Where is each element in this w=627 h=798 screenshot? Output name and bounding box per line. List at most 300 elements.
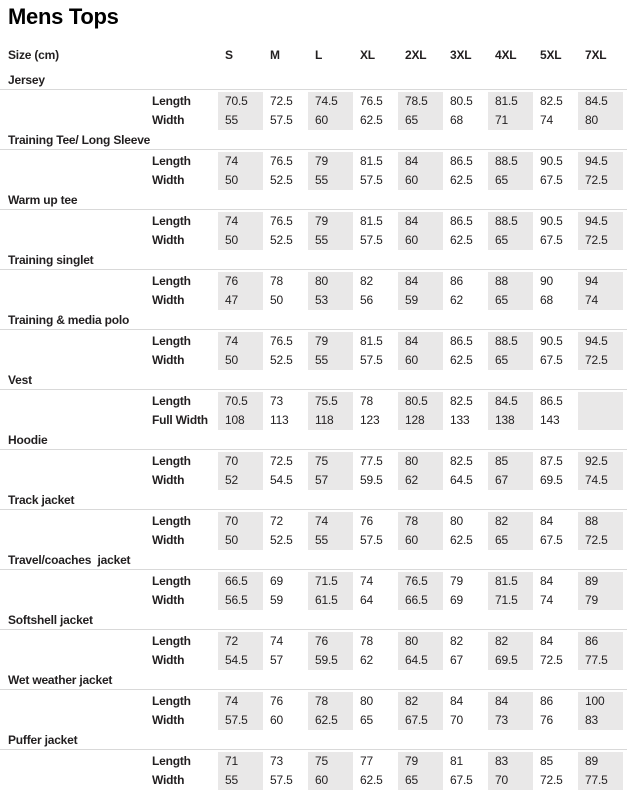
measurement-value: 75 bbox=[315, 454, 328, 468]
measurement-columns bbox=[218, 692, 623, 730]
measurement-value: 52.5 bbox=[270, 233, 293, 247]
size-column bbox=[263, 92, 308, 130]
garment-section bbox=[0, 252, 627, 312]
measurement-value: 90.5 bbox=[540, 154, 563, 168]
garment-section bbox=[0, 732, 627, 792]
measurement-value: 89 bbox=[585, 574, 598, 588]
measurement-value: 143 bbox=[540, 413, 560, 427]
measurement-value: 55 bbox=[315, 173, 328, 187]
measurement-value: 50 bbox=[225, 173, 238, 187]
size-column bbox=[488, 752, 533, 790]
garment-section bbox=[0, 372, 627, 432]
size-column bbox=[398, 92, 443, 130]
measurement-value: 53 bbox=[315, 293, 328, 307]
size-column bbox=[533, 752, 578, 790]
measurement-value: 72.5 bbox=[585, 233, 608, 247]
size-column bbox=[263, 212, 308, 250]
measurement-value: 57.5 bbox=[360, 173, 383, 187]
measurement-value: 52.5 bbox=[270, 173, 293, 187]
garment-section bbox=[0, 432, 627, 492]
size-column bbox=[398, 632, 443, 670]
measurement-columns bbox=[218, 332, 623, 370]
measurement-columns bbox=[218, 752, 623, 790]
measurement-row-label: Length bbox=[152, 274, 191, 288]
measurement-value: 86.5 bbox=[450, 154, 473, 168]
size-column bbox=[398, 452, 443, 490]
measurement-row-label: Length bbox=[152, 574, 191, 588]
measurement-row-labels bbox=[0, 632, 218, 670]
measurement-value: 59 bbox=[405, 293, 418, 307]
measurement-value: 94.5 bbox=[585, 214, 608, 228]
measurement-value: 79 bbox=[315, 154, 328, 168]
garment-section-body bbox=[0, 210, 627, 252]
size-column bbox=[353, 752, 398, 790]
garment-section bbox=[0, 552, 627, 612]
measurement-value: 71 bbox=[225, 754, 238, 768]
measurement-value: 90 bbox=[540, 274, 553, 288]
measurement-value: 62.5 bbox=[360, 773, 383, 787]
measurement-value: 123 bbox=[360, 413, 380, 427]
measurement-value: 77.5 bbox=[585, 773, 608, 787]
measurement-value: 84 bbox=[540, 634, 553, 648]
measurement-value: 52.5 bbox=[270, 353, 293, 367]
measurement-value: 70.5 bbox=[225, 94, 248, 108]
measurement-value: 77 bbox=[360, 754, 373, 768]
measurement-value: 67.5 bbox=[540, 353, 563, 367]
garment-section-title: Softshell jacket bbox=[8, 613, 93, 627]
size-column bbox=[263, 332, 308, 370]
measurement-value: 69.5 bbox=[540, 473, 563, 487]
size-column bbox=[353, 332, 398, 370]
size-column bbox=[353, 272, 398, 310]
size-column bbox=[488, 632, 533, 670]
measurement-value: 80.5 bbox=[405, 394, 428, 408]
measurement-value: 65 bbox=[405, 113, 418, 127]
measurement-value: 80 bbox=[405, 634, 418, 648]
size-column bbox=[308, 152, 353, 190]
measurement-value: 76.5 bbox=[405, 574, 428, 588]
garment-section bbox=[0, 612, 627, 672]
measurement-value: 84 bbox=[540, 574, 553, 588]
measurement-value: 50 bbox=[270, 293, 283, 307]
size-column bbox=[398, 152, 443, 190]
size-column-header: XL bbox=[360, 48, 375, 62]
size-column bbox=[533, 452, 578, 490]
measurement-value: 74 bbox=[315, 514, 328, 528]
measurement-value: 66.5 bbox=[405, 593, 428, 607]
measurement-row-labels bbox=[0, 512, 218, 550]
measurement-row-label: Width bbox=[152, 293, 185, 307]
size-column bbox=[578, 332, 623, 370]
measurement-row-label: Length bbox=[152, 394, 191, 408]
garment-section-body bbox=[0, 270, 627, 312]
size-column bbox=[308, 92, 353, 130]
measurement-value: 74 bbox=[360, 574, 373, 588]
garment-section-title: Training singlet bbox=[8, 253, 94, 267]
size-column bbox=[218, 692, 263, 730]
size-column bbox=[578, 212, 623, 250]
size-column-headers bbox=[218, 48, 623, 62]
measurement-value: 82 bbox=[495, 634, 508, 648]
size-column bbox=[398, 392, 443, 430]
measurement-value: 68 bbox=[540, 293, 553, 307]
measurement-value: 52.5 bbox=[270, 533, 293, 547]
measurement-value: 78.5 bbox=[405, 94, 428, 108]
measurement-value: 88 bbox=[585, 514, 598, 528]
measurement-value: 64.5 bbox=[450, 473, 473, 487]
measurement-value: 79 bbox=[315, 334, 328, 348]
measurement-value: 60 bbox=[405, 233, 418, 247]
measurement-value: 72 bbox=[270, 514, 283, 528]
garment-section-body bbox=[0, 690, 627, 732]
size-column bbox=[398, 572, 443, 610]
measurement-row-label: Length bbox=[152, 94, 191, 108]
size-column bbox=[443, 92, 488, 130]
measurement-value: 62 bbox=[450, 293, 463, 307]
measurement-row-label: Length bbox=[152, 454, 191, 468]
measurement-value: 72.5 bbox=[585, 533, 608, 547]
size-column bbox=[488, 272, 533, 310]
measurement-value: 85 bbox=[540, 754, 553, 768]
size-column bbox=[353, 212, 398, 250]
size-column bbox=[443, 272, 488, 310]
garment-section bbox=[0, 132, 627, 192]
measurement-value: 65 bbox=[495, 533, 508, 547]
size-column bbox=[263, 692, 308, 730]
measurement-value: 76.5 bbox=[360, 94, 383, 108]
size-column bbox=[443, 692, 488, 730]
size-column bbox=[308, 452, 353, 490]
measurement-value: 84 bbox=[450, 694, 463, 708]
size-column bbox=[353, 392, 398, 430]
measurement-value: 72 bbox=[225, 634, 238, 648]
measurement-value: 86.5 bbox=[450, 334, 473, 348]
measurement-row-label: Width bbox=[152, 353, 185, 367]
garment-section-body bbox=[0, 750, 627, 792]
size-column-header: L bbox=[315, 48, 323, 62]
measurement-value: 56 bbox=[360, 293, 373, 307]
size-column bbox=[263, 152, 308, 190]
measurement-value: 77.5 bbox=[360, 454, 383, 468]
garment-section-body bbox=[0, 630, 627, 672]
measurement-value: 59.5 bbox=[315, 653, 338, 667]
measurement-value: 55 bbox=[225, 773, 238, 787]
size-column bbox=[533, 632, 578, 670]
measurement-value: 79 bbox=[315, 214, 328, 228]
size-column bbox=[263, 272, 308, 310]
measurement-value: 72.5 bbox=[270, 454, 293, 468]
garment-section-title: Track jacket bbox=[8, 493, 75, 507]
measurement-row-label: Full Width bbox=[152, 413, 208, 427]
measurement-row-label: Width bbox=[152, 113, 185, 127]
size-column bbox=[263, 572, 308, 610]
garment-section-title: Puffer jacket bbox=[8, 733, 78, 747]
measurement-value: 128 bbox=[405, 413, 425, 427]
size-column-header: 7XL bbox=[585, 48, 607, 62]
measurement-value: 57 bbox=[315, 473, 328, 487]
measurement-value: 78 bbox=[405, 514, 418, 528]
measurement-columns bbox=[218, 212, 623, 250]
measurement-value: 78 bbox=[360, 394, 373, 408]
measurement-value: 66.5 bbox=[225, 574, 248, 588]
size-column bbox=[578, 92, 623, 130]
measurement-value: 57.5 bbox=[360, 233, 383, 247]
measurement-value: 79 bbox=[450, 574, 463, 588]
measurement-row-labels bbox=[0, 332, 218, 370]
measurement-value: 71.5 bbox=[315, 574, 338, 588]
measurement-columns bbox=[218, 392, 623, 430]
measurement-value: 69 bbox=[270, 574, 283, 588]
garment-section bbox=[0, 492, 627, 552]
size-column bbox=[533, 392, 578, 430]
measurement-value: 62.5 bbox=[450, 533, 473, 547]
measurement-value: 90.5 bbox=[540, 214, 563, 228]
measurement-row-label: Length bbox=[152, 754, 191, 768]
size-column bbox=[218, 272, 263, 310]
measurement-value: 72.5 bbox=[270, 94, 293, 108]
measurement-value: 64.5 bbox=[405, 653, 428, 667]
measurement-row-label: Width bbox=[152, 233, 185, 247]
measurement-value: 54.5 bbox=[225, 653, 248, 667]
measurement-value: 100 bbox=[585, 694, 605, 708]
size-column bbox=[578, 752, 623, 790]
garment-section-body bbox=[0, 330, 627, 372]
size-column bbox=[263, 512, 308, 550]
measurement-value: 74 bbox=[225, 694, 238, 708]
measurement-value: 89 bbox=[585, 754, 598, 768]
measurement-value: 56.5 bbox=[225, 593, 248, 607]
size-column bbox=[578, 272, 623, 310]
size-column-header: 3XL bbox=[450, 48, 472, 62]
garment-section-title: Jersey bbox=[8, 73, 45, 87]
measurement-value: 74 bbox=[270, 634, 283, 648]
measurement-columns bbox=[218, 452, 623, 490]
size-column bbox=[443, 392, 488, 430]
size-column bbox=[308, 632, 353, 670]
measurement-columns bbox=[218, 272, 623, 310]
size-column bbox=[443, 632, 488, 670]
measurement-columns bbox=[218, 512, 623, 550]
garment-section-title: Training & media polo bbox=[8, 313, 130, 327]
measurement-value: 62.5 bbox=[450, 173, 473, 187]
measurement-value: 83 bbox=[585, 713, 598, 727]
measurement-value: 50 bbox=[225, 353, 238, 367]
measurement-value: 74 bbox=[225, 154, 238, 168]
size-column bbox=[443, 452, 488, 490]
measurement-value: 69.5 bbox=[495, 653, 518, 667]
measurement-row-label: Length bbox=[152, 634, 191, 648]
measurement-value: 55 bbox=[225, 113, 238, 127]
size-column bbox=[218, 392, 263, 430]
measurement-value: 60 bbox=[315, 773, 328, 787]
measurement-value: 73 bbox=[270, 394, 283, 408]
measurement-value: 75 bbox=[315, 754, 328, 768]
garment-section-body bbox=[0, 510, 627, 552]
measurement-value: 76.5 bbox=[270, 154, 293, 168]
measurement-row-labels bbox=[0, 452, 218, 490]
size-column bbox=[488, 212, 533, 250]
measurement-value: 67.5 bbox=[540, 533, 563, 547]
measurement-row-labels bbox=[0, 152, 218, 190]
size-column bbox=[578, 632, 623, 670]
measurement-value: 65 bbox=[495, 173, 508, 187]
measurement-row-label: Length bbox=[152, 694, 191, 708]
size-column bbox=[263, 452, 308, 490]
measurement-value: 84.5 bbox=[495, 394, 518, 408]
measurement-columns bbox=[218, 92, 623, 130]
measurement-value: 76 bbox=[540, 713, 553, 727]
garment-section-body bbox=[0, 570, 627, 612]
size-column bbox=[533, 212, 578, 250]
size-column bbox=[308, 512, 353, 550]
measurement-row-labels bbox=[0, 392, 218, 430]
measurement-value: 76.5 bbox=[270, 334, 293, 348]
measurement-value: 60 bbox=[405, 353, 418, 367]
size-column bbox=[398, 752, 443, 790]
measurement-value: 79 bbox=[405, 754, 418, 768]
measurement-value: 70.5 bbox=[225, 394, 248, 408]
size-column bbox=[533, 692, 578, 730]
measurement-value: 74 bbox=[540, 593, 553, 607]
measurement-value: 76 bbox=[315, 634, 328, 648]
size-column bbox=[533, 572, 578, 610]
measurement-value: 81.5 bbox=[495, 574, 518, 588]
measurement-value: 80 bbox=[585, 113, 598, 127]
measurement-value: 74.5 bbox=[315, 94, 338, 108]
garment-section-title: Training Tee/ Long Sleeve bbox=[8, 133, 151, 147]
size-column bbox=[218, 752, 263, 790]
size-column bbox=[308, 272, 353, 310]
size-column bbox=[443, 212, 488, 250]
measurement-row-labels bbox=[0, 572, 218, 610]
measurement-value: 52 bbox=[225, 473, 238, 487]
size-column bbox=[533, 332, 578, 370]
measurement-row-labels bbox=[0, 752, 218, 790]
measurement-value: 71.5 bbox=[495, 593, 518, 607]
measurement-value: 84 bbox=[405, 334, 418, 348]
measurement-value: 69 bbox=[450, 593, 463, 607]
measurement-value: 62.5 bbox=[450, 353, 473, 367]
measurement-value: 80 bbox=[405, 454, 418, 468]
measurement-row-label: Width bbox=[152, 773, 185, 787]
measurement-value: 82.5 bbox=[540, 94, 563, 108]
size-column bbox=[488, 452, 533, 490]
measurement-value: 65 bbox=[495, 293, 508, 307]
measurement-value: 62 bbox=[405, 473, 418, 487]
measurement-value: 76.5 bbox=[270, 214, 293, 228]
measurement-value: 72.5 bbox=[540, 653, 563, 667]
measurement-value: 70 bbox=[225, 454, 238, 468]
size-column bbox=[263, 752, 308, 790]
size-column bbox=[443, 332, 488, 370]
size-column bbox=[578, 572, 623, 610]
measurement-value: 50 bbox=[225, 233, 238, 247]
size-column bbox=[578, 512, 623, 550]
measurement-value: 65 bbox=[495, 353, 508, 367]
measurement-value: 55 bbox=[315, 533, 328, 547]
measurement-value: 82.5 bbox=[450, 394, 473, 408]
size-column-header: 5XL bbox=[540, 48, 562, 62]
measurement-value: 62 bbox=[360, 653, 373, 667]
size-column-header: 4XL bbox=[495, 48, 517, 62]
measurement-row-label: Length bbox=[152, 154, 191, 168]
measurement-value: 78 bbox=[270, 274, 283, 288]
measurement-value: 67 bbox=[495, 473, 508, 487]
garment-section-body bbox=[0, 390, 627, 432]
measurement-value: 73 bbox=[495, 713, 508, 727]
measurement-value: 82 bbox=[405, 694, 418, 708]
measurement-value: 62.5 bbox=[360, 113, 383, 127]
garment-section-body bbox=[0, 450, 627, 492]
garment-section-body bbox=[0, 150, 627, 192]
measurement-value: 65 bbox=[495, 233, 508, 247]
measurement-value: 67.5 bbox=[450, 773, 473, 787]
measurement-value: 80 bbox=[315, 274, 328, 288]
measurement-value: 77.5 bbox=[585, 653, 608, 667]
garment-section-title: Wet weather jacket bbox=[8, 673, 113, 687]
measurement-value: 47 bbox=[225, 293, 238, 307]
measurement-value: 83 bbox=[495, 754, 508, 768]
measurement-value: 57.5 bbox=[225, 713, 248, 727]
measurement-row-labels bbox=[0, 272, 218, 310]
size-column bbox=[308, 572, 353, 610]
measurement-value: 75.5 bbox=[315, 394, 338, 408]
measurement-value: 62.5 bbox=[315, 713, 338, 727]
size-column bbox=[353, 512, 398, 550]
measurement-value: 138 bbox=[495, 413, 515, 427]
size-column bbox=[308, 752, 353, 790]
measurement-value: 78 bbox=[315, 694, 328, 708]
measurement-value: 61.5 bbox=[315, 593, 338, 607]
measurement-value: 86 bbox=[585, 634, 598, 648]
measurement-value: 72.5 bbox=[585, 173, 608, 187]
measurement-value: 78 bbox=[360, 634, 373, 648]
size-column bbox=[308, 212, 353, 250]
size-column bbox=[218, 632, 263, 670]
measurement-row-label: Width bbox=[152, 713, 185, 727]
measurement-value: 57.5 bbox=[360, 533, 383, 547]
measurement-value: 71 bbox=[495, 113, 508, 127]
measurement-value: 80 bbox=[360, 694, 373, 708]
measurement-value: 55 bbox=[315, 353, 328, 367]
size-column bbox=[488, 572, 533, 610]
size-header-row bbox=[0, 48, 627, 62]
size-column bbox=[488, 512, 533, 550]
size-column bbox=[308, 332, 353, 370]
measurement-value: 86 bbox=[540, 694, 553, 708]
size-column bbox=[578, 392, 623, 430]
measurement-value: 55 bbox=[315, 233, 328, 247]
measurement-value: 86.5 bbox=[450, 214, 473, 228]
measurement-value: 86 bbox=[450, 274, 463, 288]
size-column bbox=[488, 92, 533, 130]
measurement-value: 85 bbox=[495, 454, 508, 468]
size-column bbox=[353, 452, 398, 490]
measurement-value: 57.5 bbox=[360, 353, 383, 367]
measurement-value: 94.5 bbox=[585, 334, 608, 348]
measurement-columns bbox=[218, 152, 623, 190]
measurement-value: 62.5 bbox=[450, 233, 473, 247]
garment-section bbox=[0, 192, 627, 252]
measurement-value: 82 bbox=[450, 634, 463, 648]
garment-section bbox=[0, 72, 627, 132]
measurement-value: 64 bbox=[360, 593, 373, 607]
measurement-value: 81 bbox=[450, 754, 463, 768]
measurement-value: 80 bbox=[450, 514, 463, 528]
measurement-value: 74 bbox=[225, 334, 238, 348]
size-column bbox=[533, 512, 578, 550]
measurement-value: 67.5 bbox=[405, 713, 428, 727]
